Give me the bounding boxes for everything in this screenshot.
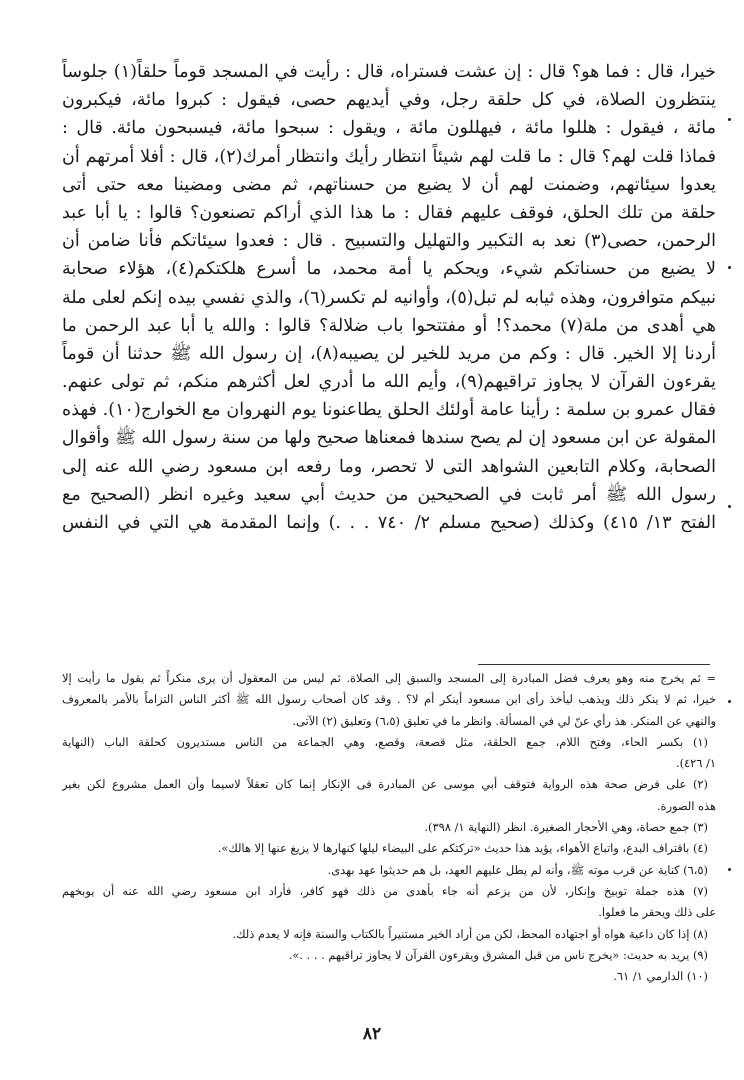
main-line: نبيكم متوافرون، وهذه ثيابه لم تبل(٥)، وأوانيه لم تكسر(٦)، والذي نفسي بيده إنكم لعلى ملة: [62, 287, 716, 308]
page-number: ٨٢: [362, 1024, 382, 1044]
main-line: فقال عمرو بن سلمة : رأينا عامة أولئك الحلق يطاعنونا يوم النهروان مع الخوارج(١٠). فهذه: [62, 400, 716, 421]
footnote-line: هذه الصورة.: [656, 798, 716, 813]
margin-mark: [728, 868, 731, 871]
main-line: خيرا، قال : فما هو؟ قال : إن عشت فستراه، قال : رأيت في المسجد قوماً حلقاً(١) جلوساً: [62, 62, 716, 82]
main-line: الفتح ١٣/ ٤١٥) وكذلك (صحيح مسلم ٢/ ٧٤٠ . . .) وإنما المقدمة هي التي في النفس: [62, 513, 716, 533]
footnote-line: (١٠) الدارمي ١/ ٦١.: [613, 969, 708, 984]
main-line: أردنا إلا الخير. قال : وكم من مريد للخير لن يصيبه(٨)، إن رسول الله ﷺ حدثنا أن قوماً: [62, 343, 716, 364]
main-line: المقولة عن ابن مسعود إن لم يصح سندها فمعناها صحيح ولها من سنة رسول الله ﷺ وأقوال: [62, 428, 716, 449]
footnotes: [62, 668, 716, 987]
footnote-line: خيرا، ثم لا ينكر ذلك ويذهب ليأخذ رأى ابن مسعود أينكر أم لا؟ . وقد كان أصحاب رسول الله ﷺ أكثر الناس التزاماً بالأمر بالمعروف: [62, 692, 716, 707]
footnote-line: (١) بكسر الحاء، وفتح اللام، جمع الحلقة، مثل قصعة، وقصع، وهي الجماعة من الناس مستديرون كحلقة الباب (النهاية: [62, 734, 708, 749]
main-line: يعدوا سيئاتهم، وضمنت لهم أن لا يضيع من حسناتهم، ثم مضى ومضينا معه حتى أتى: [62, 174, 716, 195]
main-line: الرحمن، حصى(٣) نعد به التكبير والتهليل والتسبيح . قال : فعدوا سيئاتكم فأنا ضامن أن: [62, 231, 716, 252]
margin-mark: [728, 266, 731, 269]
footnote-line: (٧) هذه جملة توبيخ وإنكار، لأن من يزعم أنه جاء بأهدى من ذلك فهو كافر، فأراد ابن مسعود رضي الله عنه أن يوبخهم: [62, 883, 708, 898]
main-line: رسول الله ﷺ أمر ثابت في الصحيحين من حديث أبي سعيد وغيره انظر (الصحيح مع: [62, 484, 716, 505]
main-line: مائة ، فيقول : هللوا مائة ، فيهللون مائة ، ويقول : سبحوا مائة، فيسبحون مائة. قال :: [62, 118, 716, 139]
main-line: فماذا قلت لهم؟ قال : ما قلت لهم شيئاً انتظار رأيك وانتظار أمرك(٢)، قال : أفلا أمرتهم أن: [62, 146, 716, 167]
main-line: يقرءون القرآن لا يجاوز تراقيهم(٩)، وأيم الله ما أدري لعل أكثرهم منكم، ثم تولى عنهم.: [62, 372, 716, 393]
footnote-line: (٨) إذا كان داعية هواه أو اجتهاده المحظ، لكن من أراد الخير مستنيراً بالكتاب والسنة فإنه لا يعدم ذلك.: [232, 926, 708, 941]
footnote-line: (٦،٥) كناية عن قرب موته ﷺ، وأنه لم يطل عليهم العهد، بل هم حديثوا عهد بهدى.: [327, 862, 708, 877]
main-line: حلقة من تلك الحلق، فوقف عليهم فقال : ما هذا الذي أراكم تصنعون؟ قالوا : يا أبا عبد: [62, 202, 716, 223]
main-text: [62, 58, 716, 537]
footnote-line: (٣) جمع حصاة، وهي الأحجار الصغيرة. انظر (النهاية ١/ ٣٩٨).: [424, 820, 708, 835]
footnote-divider: [478, 664, 710, 665]
margin-mark: [728, 700, 731, 703]
main-line: الصحابة، وكلام التابعين الشواهد التى لا تحصر، وما رفعه ابن مسعود رضي الله عنه إلى: [62, 456, 716, 477]
footnote-line: (٩) يريد به حديث: «يخرج ناس من قبل المشرق ويقرءون القرآن لا يجاوز تراقيهم . . . .».: [288, 947, 708, 962]
margin-mark: [728, 505, 731, 508]
main-line: ينتظرون الصلاة، في كل حلقة رجل، وفي أيديهم حصى، فيقول : كبروا مائة، فيكبرون: [62, 90, 716, 111]
main-line: هي أهدى من ملة(٧) محمد؟! أو مفتتحوا باب ضلالة؟ قالوا : والله يا أبا عبد الرحمن ما: [62, 315, 716, 336]
footnote-line: على ذلك ويحقر ما فعلوا.: [598, 905, 716, 920]
footnote-line: ١/ ٤٢٦).: [675, 756, 716, 771]
margin-mark: [728, 118, 731, 121]
footnote-line: والنهي عن المنكر. هذ رأي عنّ لي في المسألة. وانظر ما في تعليق (٦،٥) وتعليق (٢) الآتى.: [292, 713, 716, 728]
footnote-line: = ثم يخرج منه وهو يعرف فضل المبادرة إلى المسجد والسبق إلى الصلاة. ثم ليس من المعقول أن يرى منكراً ثم يقول ما رأيت إلا: [62, 671, 716, 685]
main-line: لا يضيع من حسناتكم شيء، ويحكم يا أمة محمد، ما أسرع هلكتكم(٤)، هؤلاء صحابة: [62, 259, 716, 280]
footnote-line: (٢) على فرض صحة هذه الرواية فتوقف أبي موسى عن المبادرة فى الإنكار إنما كان تعقلاً لاسيما وأن العمل مشروع لكن بغير: [62, 777, 708, 792]
footnote-line: (٤) باقتراف البدع، واتباع الأهواء، يؤيد هذا حديث «تركتكم على البيضاء ليلها كنهارها لا يزيغ عنها إلا هالك».: [217, 841, 708, 856]
